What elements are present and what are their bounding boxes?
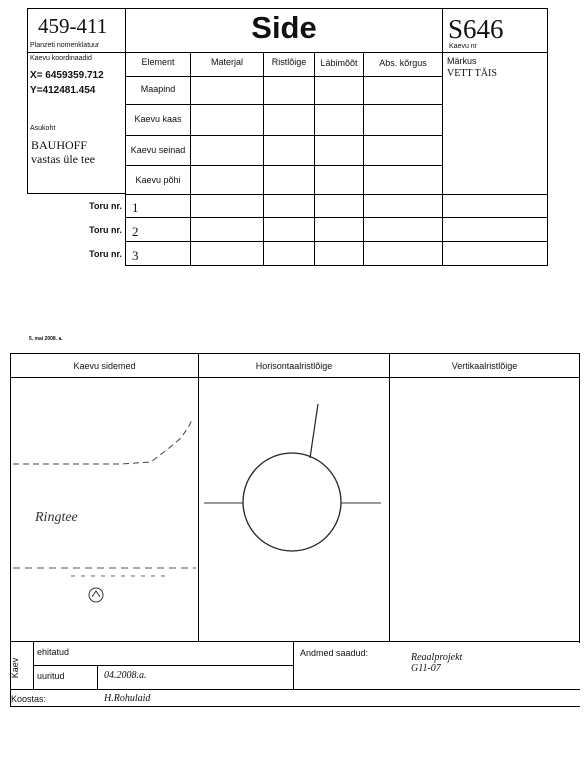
col-header-diameter: Läbimõõt	[320, 58, 358, 68]
col-header-material: Materjal	[210, 57, 243, 67]
page-title: Side	[251, 10, 317, 45]
built-label: ehitatud	[37, 647, 70, 657]
data-from-line1: Reaalprojekt	[411, 652, 463, 663]
coord-y: Y=412481.454	[30, 85, 96, 96]
author-value: H.Rohulaid	[104, 693, 151, 704]
row-well-bottom: Kaevu põhi	[135, 175, 181, 185]
location-label: Asukoht	[30, 125, 56, 132]
well-number: S646	[448, 14, 504, 44]
kaev-label: Kaev	[10, 657, 20, 679]
col-header-abs-height: Abs. kõrgus	[379, 58, 427, 68]
plan-label: Planzeti nomenklatuur	[30, 42, 100, 49]
pipe-label-3: Toru nr.	[89, 249, 122, 259]
surveyed-value: 04.2008.a.	[104, 670, 147, 681]
plan-number: 459-411	[38, 14, 108, 38]
coord-x: X= 6459359.712	[30, 70, 104, 81]
remarks-value: VETT TÄIS	[447, 68, 497, 79]
well-label: Kaevu nr	[449, 43, 478, 50]
location-line1: BAUHOFF	[31, 138, 88, 152]
section-horizontal-cross-section: Horisontaalristlõige	[255, 361, 333, 371]
data-from-line2: G11-07	[411, 663, 441, 674]
pipe-number-2: 2	[132, 224, 139, 239]
remarks-label: Märkus	[447, 56, 477, 66]
coords-label: Kaevu koordinaadid	[30, 55, 92, 62]
document-date: 5. mai 2008. a.	[29, 336, 63, 342]
section-vertical-cross-section: Vertikaalristlõige	[451, 361, 518, 371]
row-ground: Maapind	[140, 84, 176, 94]
pipe-label-2: Toru nr.	[89, 225, 122, 235]
col-header-cross-section: Ristlõige	[271, 57, 307, 67]
well-connections-sketch	[11, 378, 198, 640]
data-from-label: Andmed saadud:	[300, 648, 369, 658]
surveyed-label: uuritud	[37, 671, 65, 681]
col-header-element: Element	[141, 57, 175, 67]
location-line2: vastas üle tee	[31, 152, 95, 166]
section-well-connections: Kaevu sidemed	[73, 361, 136, 371]
pipe-number-1: 1	[132, 200, 139, 215]
row-well-lid: Kaevu kaas	[134, 114, 182, 124]
pipe-label-1: Toru nr.	[89, 201, 122, 211]
author-label: Koostas:	[11, 694, 47, 704]
pipe-number-3: 3	[132, 248, 139, 263]
horizontal-cross-section-drawing	[199, 378, 389, 640]
row-well-walls: Kaevu seinad	[130, 145, 186, 155]
sketch-note-ring-road: Ringtee	[35, 510, 78, 525]
